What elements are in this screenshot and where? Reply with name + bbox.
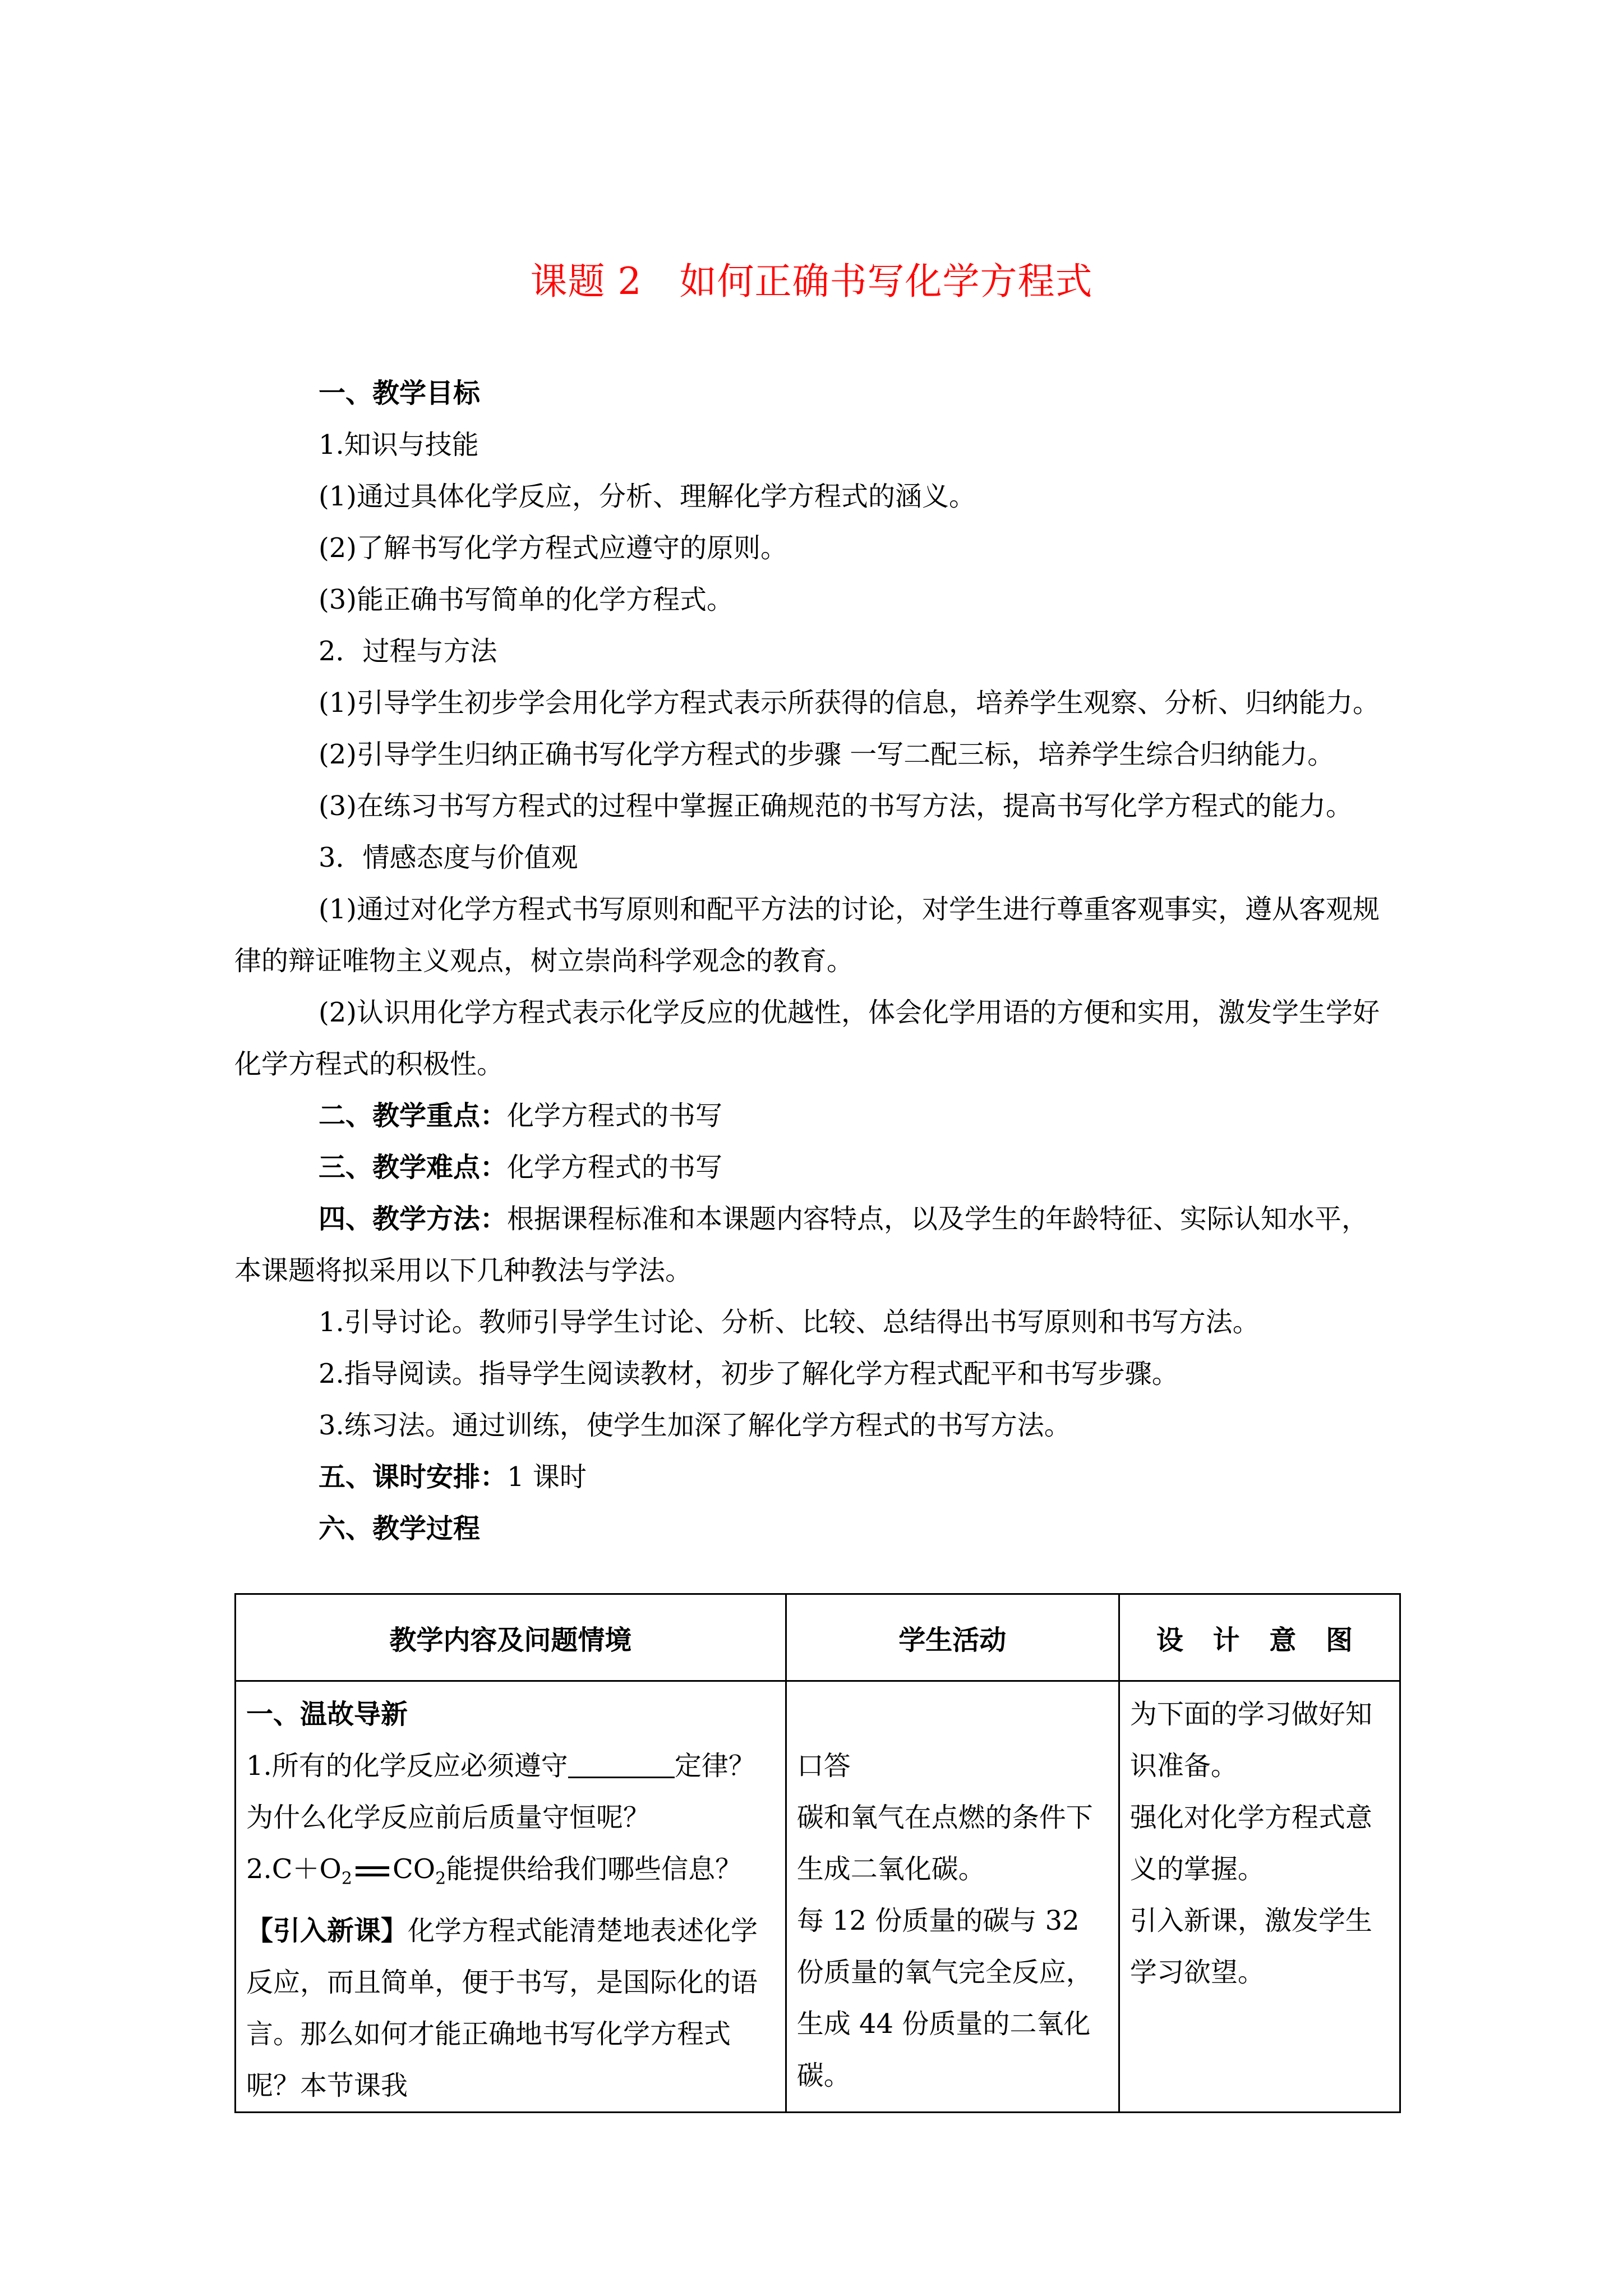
question-1: 1.所有的化学反应必须遵守 定律？为什么化学反应前后质量守恒呢？	[246, 1750, 755, 1833]
goal1-item: (3)能正确书写简单的化学方程式。	[319, 584, 734, 615]
intro-label: 【引入新课】	[246, 1915, 408, 1947]
key-point	[234, 1090, 1390, 1142]
goal3-heading: 3．情感态度与价值观	[319, 842, 578, 873]
cell-content	[236, 1681, 786, 2113]
cell-design-intent	[1119, 1681, 1400, 2113]
difficulty-text: 化学方程式的书写	[507, 1152, 723, 1183]
schedule-text: 1 课时	[507, 1461, 587, 1493]
header-student-activity: 学生活动	[786, 1594, 1119, 1681]
goal2-item: (3)在练习书写方程式的过程中掌握正确规范的书写方法，提高书写化学方程式的能力。	[319, 790, 1353, 822]
intent-item: 引入新课，激发学生学习欲望。	[1129, 1905, 1372, 1988]
method-item: 3.练习法。通过训练，使学生加深了解化学方程式的书写方法。	[319, 1410, 1071, 1441]
intent-item: 强化对化学方程式意义的掌握。	[1129, 1802, 1372, 1885]
goal3-item: (1)通过对化学方程式书写原则和配平方法的讨论，对学生进行尊重客观事实，遵从客观规律的辩证唯物主义观点，树立崇尚科学观念的教育。	[234, 894, 1380, 977]
goal2-item: (1)引导学生初步学会用化学方程式表示所获得的信息，培养学生观察、分析、归纳能力。	[319, 687, 1380, 719]
intro-paragraph	[246, 1905, 775, 2111]
goal1-item: (1)通过具体化学反应，分析、理解化学方程式的涵义。	[319, 481, 976, 512]
lesson-plan-body	[234, 367, 1390, 1554]
method-text: 根据课程标准和本课题内容特点，以及学生的年龄特征、实际认知水平，本课题将拟采用以下几种教法与学法。	[234, 1203, 1369, 1286]
page-title: 课题 2 如何正确书写化学方程式	[530, 260, 1093, 303]
difficulty-label: 三、教学难点：	[319, 1152, 508, 1183]
activity-item: 碳和氧气在点燃的条件下生成二氧化碳。	[796, 1802, 1093, 1885]
fill-in-blank	[568, 1752, 675, 1778]
goal1-heading: 1.知识与技能	[319, 429, 479, 461]
method-label: 四、教学方法：	[319, 1203, 508, 1235]
key-point-text: 化学方程式的书写	[507, 1100, 723, 1131]
intro-text: 化学方程式能清楚地表述化学反应，而且简单，便于书写，是国际化的语言。那么如何才能正确地书写化学方程式呢？本节课我	[246, 1915, 758, 2101]
question-2: $2.C+O_2$ $CO_2$能提供给我们哪些信息？	[246, 1853, 743, 1889]
schedule-label: 五、课时安排：	[319, 1461, 508, 1493]
review-heading: 一、温故导新	[246, 1699, 408, 1730]
method-item: 2.指导阅读。指导学生阅读教材，初步了解化学方程式配平和书写步骤。	[319, 1358, 1179, 1389]
cell-student-activity	[786, 1681, 1119, 2113]
goal3-item: (2)认识用化学方程式表示化学反应的优越性，体会化学用语的方便和实用，激发学生学好化学方程式的积极性。	[234, 997, 1380, 1080]
schedule	[234, 1451, 1390, 1503]
goal2-heading: 2．过程与方法	[319, 636, 497, 667]
intent-item: 为下面的学习做好知识准备。	[1129, 1699, 1372, 1782]
process-heading: 六、教学过程	[319, 1513, 481, 1544]
header-content: 教学内容及问题情境	[236, 1594, 786, 1681]
activity-item: 每 12 份质量的碳与 32 份质量的氧气完全反应，生成 44 份质量的二氧化碳。	[796, 1905, 1093, 2091]
table-row	[236, 1681, 1400, 2113]
equals-sign-icon	[356, 1866, 389, 1876]
method-item: 1.引导讨论。教师引导学生讨论、分析、比较、总结得出书写原则和书写方法。	[319, 1306, 1260, 1338]
table-header-row	[236, 1594, 1400, 1681]
activity-item: 口答	[796, 1750, 851, 1782]
goal1-item: (2)了解书写化学方程式应遵守的原则。	[319, 532, 787, 564]
goal2-item: (2)引导学生归纳正确书写化学方程式的步骤 一写二配三标，培养学生综合归纳能力。	[319, 739, 1335, 770]
key-point-label: 二、教学重点：	[319, 1100, 508, 1131]
teaching-method	[234, 1193, 1390, 1296]
header-design-intent: 设 计 意 图	[1119, 1594, 1400, 1681]
teaching-process-table	[234, 1593, 1401, 2113]
difficulty	[234, 1142, 1390, 1193]
goals-heading: 一、教学目标	[319, 378, 481, 409]
